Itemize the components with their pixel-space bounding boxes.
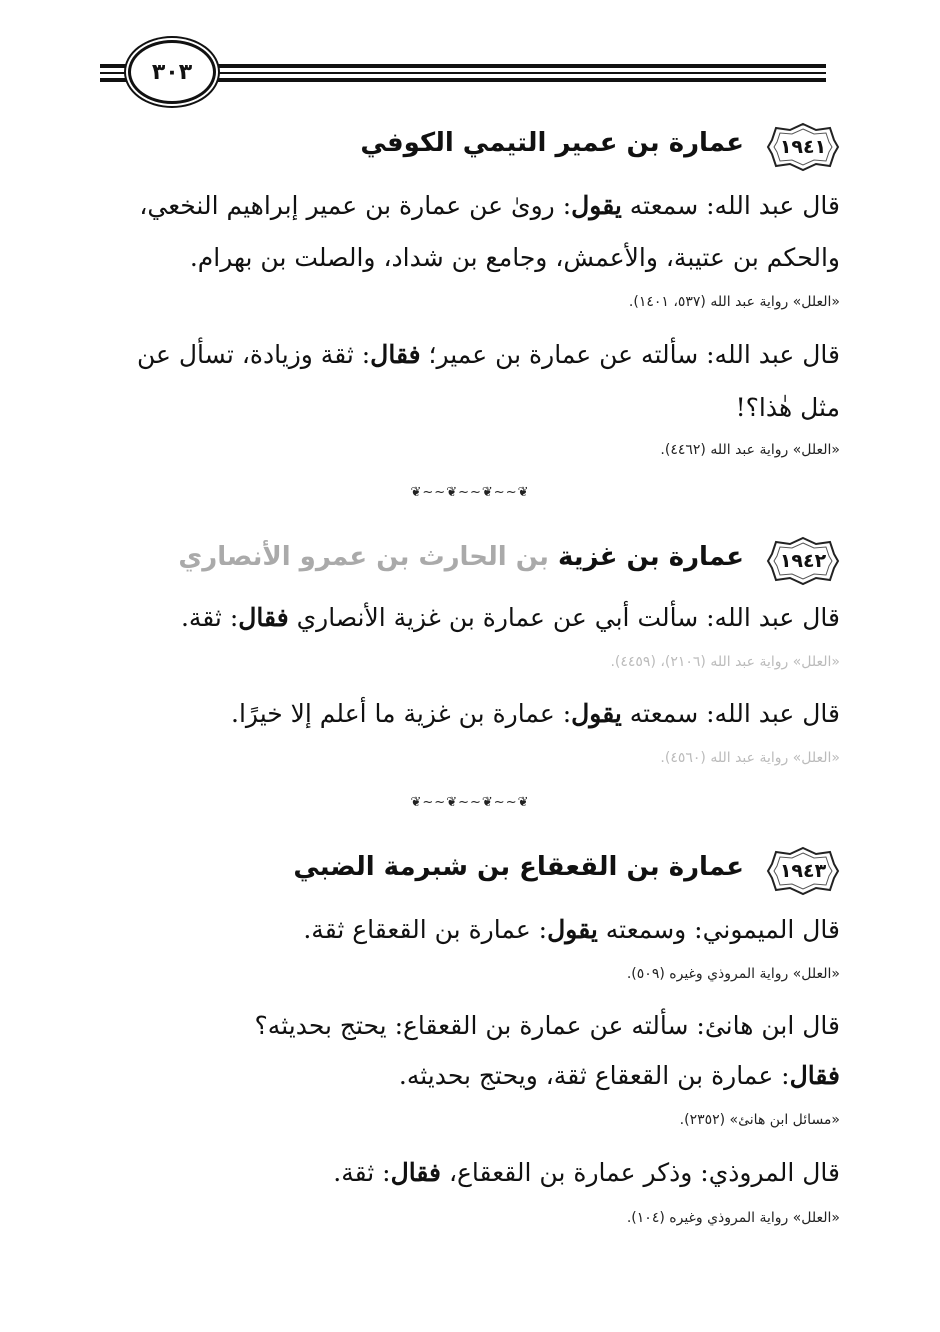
page-number: ٣٠٣ — [128, 40, 216, 104]
entry-number-emblem — [766, 536, 840, 586]
text-line: مثل هٰذا؟! — [735, 393, 840, 422]
citation: «العلل» رواية عبد الله (٢١٠٦)، (٤٤٥٩). — [610, 654, 840, 670]
entry-title: عمارة بن القعقاع بن شبرمة الضبي — [293, 852, 744, 882]
text-line: قال عبد الله: سمعته يقول: عمارة بن غزية ما أعلم إلا خيرًا. — [231, 699, 840, 728]
entry-title: عمارة بن غزية بن الحارث بن عمرو الأنصاري — [178, 542, 744, 572]
citation: «العلل» رواية عبد الله (٤٤٦٢). — [660, 442, 840, 458]
text-line: قال المروذي: وذكر عمارة بن القعقاع، فقال: ثقة. — [333, 1158, 840, 1187]
citation: «مسائل ابن هانئ» (٢٣٥٢). — [679, 1112, 840, 1128]
entry-title: عمارة بن عمير التيمي الكوفي — [360, 128, 744, 158]
citation: «العلل» رواية المروذي وغيره (٥٠٩). — [626, 966, 840, 982]
text-line: قال الميموني: وسمعته يقول: عمارة بن القعقاع ثقة. — [303, 915, 840, 944]
entry-number: ١٩٤٢ — [779, 550, 827, 572]
entry-number: ١٩٤٣ — [779, 860, 827, 882]
text-line: قال عبد الله: سألته عن عمارة بن عمير؛ فقال: ثقة وزيادة، تسأل عن — [136, 340, 840, 369]
text-line: قال عبد الله: سألت أبي عن عمارة بن غزية الأنصاري فقال: ثقة. — [180, 603, 840, 632]
section-divider: ❦~~❦~~❦~~❦ — [410, 796, 530, 810]
text-line: والحكم بن عتيبة، والأعمش، وجامع بن شداد، والصلت بن بهرام. — [189, 243, 840, 272]
citation: «العلل» رواية المروذي وغيره (١٠٤). — [626, 1210, 840, 1226]
entry-number: ١٩٤١ — [779, 136, 827, 158]
text-line: قال ابن هانئ: سألته عن عمارة بن القعقاع: يحتج بحديثه؟ — [254, 1011, 840, 1040]
entry-header — [100, 536, 840, 586]
text-line: فقال: عمارة بن القعقاع ثقة، ويحتج بحديثه. — [398, 1061, 840, 1090]
citation: «العلل» رواية عبد الله (٤٥٦٠). — [660, 750, 840, 766]
citation: «العلل» رواية عبد الله (٥٣٧، ١٤٠١). — [628, 294, 840, 310]
entry-header — [100, 846, 840, 896]
entry-number-emblem — [766, 122, 840, 172]
section-divider: ❦~~❦~~❦~~❦ — [410, 486, 530, 500]
entry-header — [100, 122, 840, 172]
text-line: قال عبد الله: سمعته يقول: رویٰ عن عمارة بن عمير إبراهيم النخعي، — [139, 191, 840, 220]
entry-number-emblem — [766, 846, 840, 896]
